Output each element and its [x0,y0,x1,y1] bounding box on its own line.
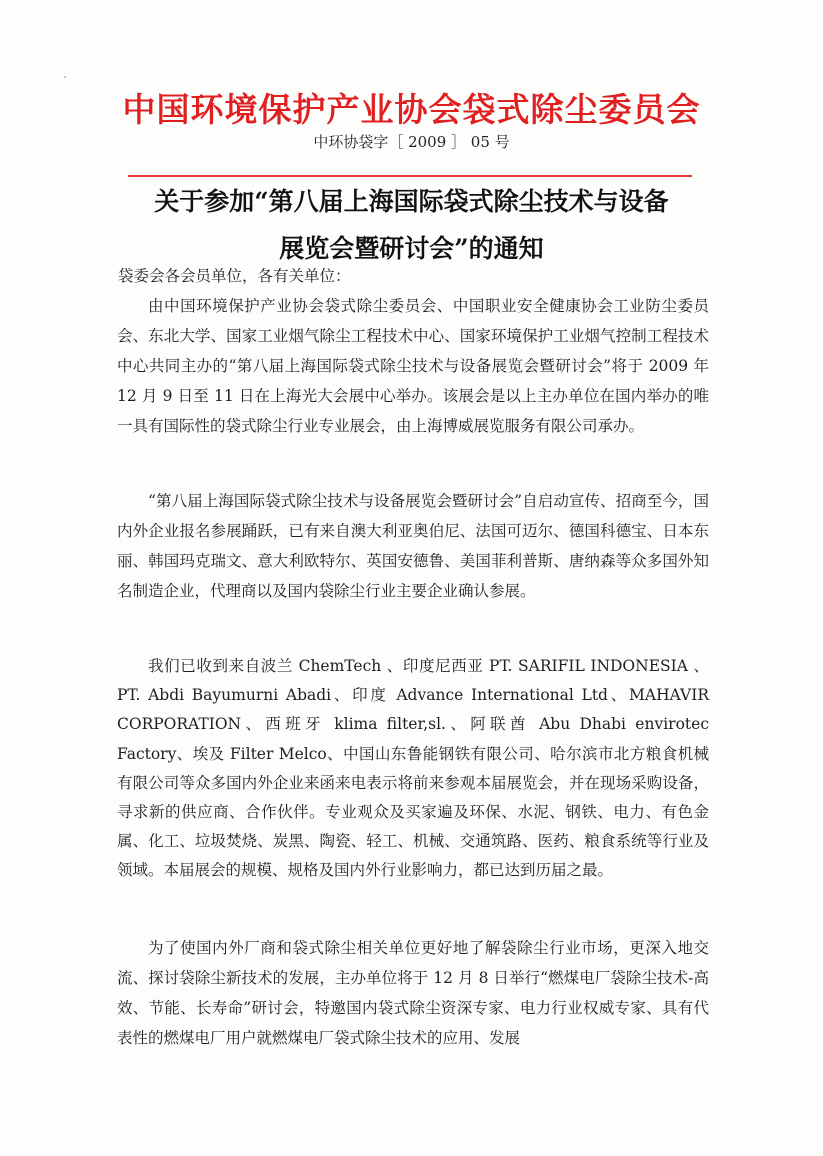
notice-title [100,178,723,272]
issuing-organization: 中国环境保护产业协会袋式除尘委员会 [122,90,701,129]
scan-speck [64,76,66,78]
body-paragraph-4: 为了使国内外厂商和袋式除尘相关单位更好地了解袋除尘行业市场，更深入地交流、探讨袋除尘新技术的发展，主办单位将于 12 月 8 日举行“燃煤电厂袋除尘技术-高效、节能、长寿命”研讨会，特邀国内袋式除尘资深专家、电力行业权威专家、具有代表性的燃煤电厂用户就燃煤电厂袋式除尘技术的应用、发展 [117,939,709,1047]
body-paragraph-3: 我们已收到来自波兰 ChemTech 、印度尼西亚 PT. SARIFIL INDONESIA 、 PT. Abdi Bayumurni Abadi、印度 Advance International Ltd、MAHAVIR CORPORATION、西班牙 klima filter,sl.、阿联酋 Abu Dhabi envirotec Factory、埃及 Filter Melco、中国山东鲁能钢铁有限公司、哈尔滨市北方粮食机械有限公司等众多国内外企业来函来电表示将前来参观本届展览会，并在现场采购设备，寻求新的供应商、合作伙伴。专业观众及买家遍及环保、水泥、钢铁、电力、有色金属、化工、垃圾焚烧、炭黑、陶瓷、轻工、机械、交通筑路、医药、粮食系统等行业及领域。本届展会的规模、规格及国内外行业影响力，都已达到历届之最。 [117,657,709,880]
notice-title-line-1: 关于参加“第八届上海国际袋式除尘技术与设备 [154,187,669,216]
body-paragraph-1: 由中国环境保护产业协会袋式除尘委员会、中国职业安全健康协会工业防尘委员会、东北大学、国家工业烟气除尘工程技术中心、国家环境保护工业烟气控制工程技术中心共同主办的“第八届上海国际袋式除尘技术与设备展览会暨研讨会”将于 2009 年 12 月 9 日至 11 日在上海光大会展中心举办。该展会是以上主办单位在国内举办的唯一具有国际性的袋式除尘行业专业展会，由上海博威展览服务有限公司承办。 [117,297,709,435]
red-divider-line [128,175,692,177]
document-number: 中环协袋字［ 2009 ］ 05 号 [313,133,510,151]
notice-title-line-2: 展览会暨研讨会”的通知 [279,234,544,263]
salutation: 袋委会各会员单位，各有关单位： [118,267,351,285]
body-paragraph-2: “第八届上海国际袋式除尘技术与设备展览会暨研讨会”自启动宣传、招商至今，国内外企业报名参展踊跃，已有来自澳大利亚奥伯尼、法国可迈尔、德国科德宝、日本东丽、韩国玛克瑞文、意大利欧特尔、英国安德鲁、美国菲利普斯、唐纳森等众多国外知名制造企业，代理商以及国内袋除尘行业主要企业确认参展。 [117,492,709,600]
